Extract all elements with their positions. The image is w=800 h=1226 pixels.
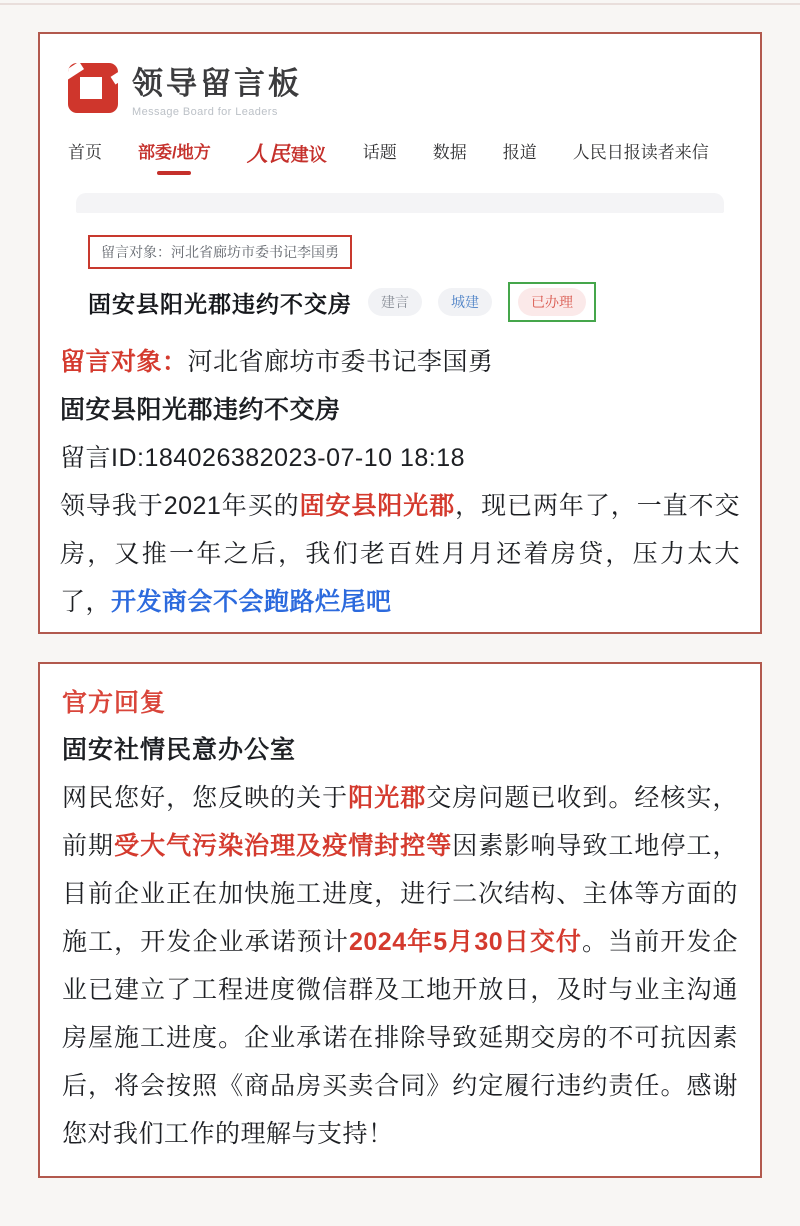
preview-title-row <box>88 282 740 322</box>
preview-title[interactable]: 固安县阳光郡违约不交房 <box>88 290 352 317</box>
nav-item-label: 报道 <box>502 143 537 162</box>
nav-item-1[interactable] <box>138 138 211 175</box>
cropped-box-edge <box>0 3 800 5</box>
message-board-logo-icon[interactable] <box>68 63 118 113</box>
nav-item-label: 话题 <box>362 143 397 162</box>
text-segment-normal: ，现已两年了，一直不交房，又推一年之后，我们老百姓月月还着房贷，压力太大了， <box>60 492 740 616</box>
reply-body <box>62 774 738 1158</box>
logo-text[interactable] <box>132 58 302 118</box>
nav-item-6[interactable] <box>573 138 709 163</box>
nav-item-4[interactable] <box>433 138 467 163</box>
text-segment-normal: 交房问题已收到。经核实，前期 <box>62 784 738 860</box>
nav-item-label: 首页 <box>68 143 102 162</box>
text-segment-red: 阳光郡 <box>348 784 427 812</box>
nav-item-3[interactable] <box>363 138 397 163</box>
recipient-annotation-box: 留言对象：河北省廊坊市委书记李国勇 <box>88 235 352 269</box>
text-segment-blue: 开发商会不会跑路烂尾吧 <box>111 588 392 616</box>
screenshot-body <box>60 213 740 324</box>
nav-item-label: 部委/地方 <box>138 143 211 162</box>
message-detail <box>60 338 740 626</box>
reply-card <box>38 662 762 1178</box>
message-title: 固安县阳光郡违约不交房 <box>60 396 341 424</box>
screenshot-top-strip <box>76 193 724 213</box>
recipient-line <box>60 338 740 386</box>
tag-1[interactable]: 城建 <box>438 288 492 316</box>
text-segment-normal: 因素影响导致工地停工，目前企业正在加快施工进度，进行二次结构、主体等方面的施工，开发企业承诺预计 <box>62 832 738 956</box>
text-segment-normal: 。当前开发企业已建立了工程进度微信群及工地开放日，及时与业主沟通房屋施工进度。企业承诺在排除导致延期交房的不可抗因素后，将会按照《商品房买卖合同》约定履行违约责任。感谢您对我们工作的理解与支持！ <box>62 928 738 1148</box>
message-body <box>60 482 740 626</box>
site-header <box>60 52 740 118</box>
brand-script-text: 人民 <box>246 143 291 166</box>
active-nav-underline <box>157 171 191 175</box>
text-segment-red: 固安县阳光郡 <box>299 492 456 520</box>
recipient-label: 留言对象： <box>60 348 188 376</box>
nav-item-0[interactable] <box>68 138 102 163</box>
embedded-screenshot <box>60 193 740 324</box>
logo-subtitle: Message Board for Leaders <box>132 106 278 118</box>
tag-2[interactable]: 已办理 <box>518 288 586 316</box>
recipient-value: 河北省廊坊市委书记李国勇 <box>187 348 494 376</box>
logo-title: 领导留言板 <box>132 66 302 101</box>
tag-0[interactable]: 建言 <box>368 288 422 316</box>
text-segment-red: 2024年5月30日交付 <box>348 928 583 956</box>
message-card <box>38 32 762 634</box>
nav-item-label: 人民日报读者来信 <box>572 143 709 162</box>
status-annotation-box <box>508 282 596 322</box>
brand-rest-text: 建议 <box>290 145 327 165</box>
reply-heading: 官方回复 <box>62 689 167 717</box>
text-segment-red: 受大气污染治理及疫情封控等 <box>114 832 453 860</box>
nav-item-5[interactable] <box>503 138 537 163</box>
main-nav <box>60 138 740 175</box>
nav-item-2[interactable] <box>247 138 327 168</box>
text-segment-normal: 领导我于2021年买的 <box>60 492 300 520</box>
message-meta: 留言ID:184026382023-07-10 18:18 <box>60 444 466 472</box>
reply-office: 固安社情民意办公室 <box>62 736 297 764</box>
nav-item-label: 数据 <box>432 143 467 162</box>
preview-tags <box>368 282 596 322</box>
text-segment-normal: 网民您好，您反映的关于 <box>62 784 349 812</box>
